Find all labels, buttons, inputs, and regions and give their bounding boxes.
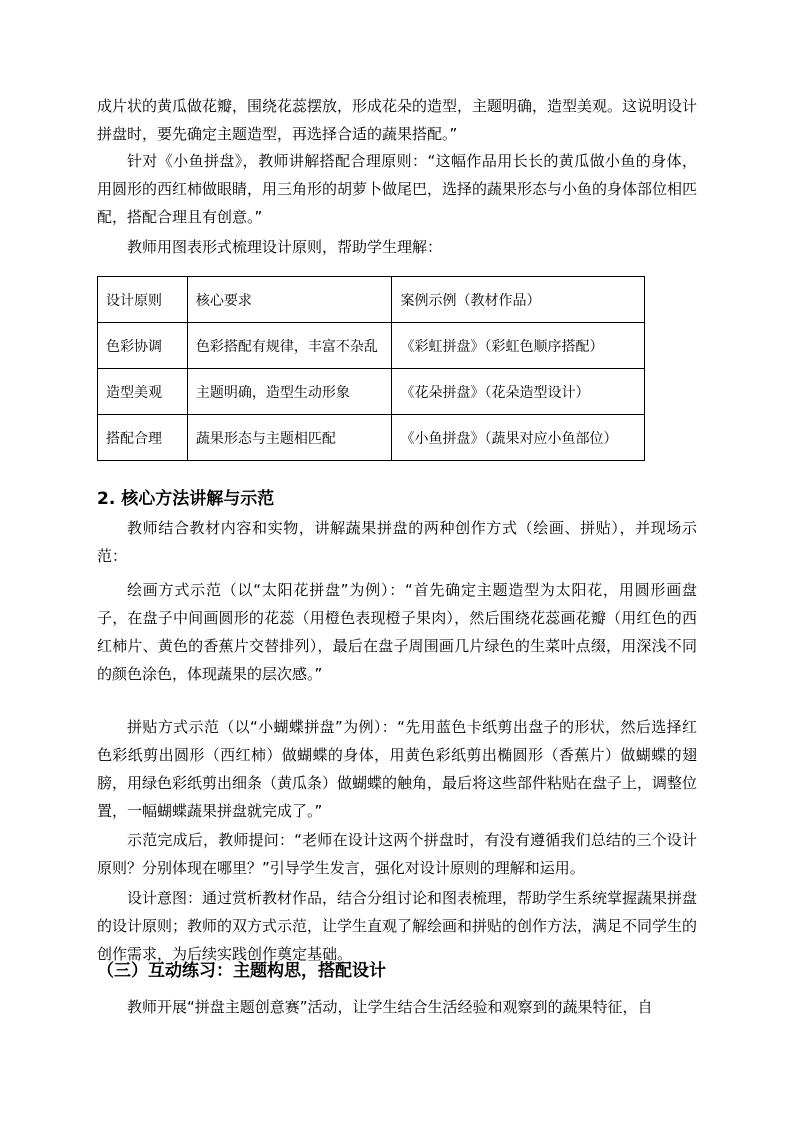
table-cell: 《花朵拼盘》（花朵造型设计） (392, 369, 645, 415)
section-2-heading: 2. 核心方法讲解与示范 (97, 489, 275, 509)
table-intro: 教师用图表形式梳理设计原则，帮助学生理解： (127, 238, 443, 256)
teacher-question-paragraph: 示范完成后，教师提问：“老师在设计这两个拼盘时，有没有遵循我们总结的三个设计原则？分别体现在哪里？”引导学生发言，强化对设计原则的理解和运用。 (97, 831, 697, 877)
table-cell: 《小鱼拼盘》（蔬果对应小鱼部位） (392, 415, 645, 461)
table-row (98, 323, 645, 369)
table-cell: 色彩协调 (98, 323, 188, 369)
section-3-intro: 教师开展“拼盘主题创意赛”活动，让学生结合生活经验和观察到的蔬果特征，自 (127, 998, 653, 1016)
section-2-intro: 教师结合教材内容和实物，讲解蔬果拼盘的两种创作方式（绘画、拼贴），并现场示范： (97, 519, 697, 565)
table-cell: 色彩搭配有规律，丰富不杂乱 (187, 323, 392, 369)
table-cell: 主题明确，造型生动形象 (187, 369, 392, 415)
fish-plate-paragraph: 针对《小鱼拼盘》，教师讲解搭配合理原则：“这幅作品用长长的黄瓜做小鱼的身体，用圆形的西红柿做眼睛，用三角形的胡萝卜做尾巴，选择的蔬果形态与小鱼的身体部位相匹配，搭配合理且有创意。” (97, 152, 698, 226)
table-cell: 造型美观 (98, 369, 188, 415)
table-row (98, 369, 645, 415)
table-header-cell: 核心要求 (187, 277, 392, 323)
section-3-heading: （三）互动练习：主题构思，搭配设计 (97, 961, 386, 981)
table-header-row (98, 277, 645, 323)
collage-demo-paragraph: 拼贴方式示范（以“小蝴蝶拼盘”为例）：“先用蓝色卡纸剪出盘子的形状，然后选择红色彩纸剪出圆形（西红柿）做蝴蝶的身体，用黄色彩纸剪出椭圆形（香蕉片）做蝴蝶的翅膀，用绿色彩纸剪出细条（黄瓜条）做蝴蝶的触角，最后将这些部件粘贴在盘子上，调整位置，一幅蝴蝶蔬果拼盘就完成了。” (97, 718, 698, 820)
table-row (98, 415, 645, 461)
table-header-cell: 案例示例（教材作品） (392, 277, 645, 323)
design-intent-paragraph: 设计意图：通过赏析教材作品，结合分组讨论和图表梳理，帮助学生系统掌握蔬果拼盘的设计原则；教师的双方式示范，让学生直观了解绘画和拼贴的创作方法，满足不同学生的创作需求，为后续实践创作奠定基础。 (97, 889, 698, 963)
table-cell: 搭配合理 (98, 415, 188, 461)
design-principles-table (97, 276, 645, 461)
table-cell: 蔬果形态与主题相匹配 (187, 415, 392, 461)
table-cell: 《彩虹拼盘》（彩虹色顺序搭配） (392, 323, 645, 369)
table-header-cell: 设计原则 (98, 277, 188, 323)
intro-paragraph-tail: 成片状的黄瓜做花瓣，围绕花蕊摆放，形成花朵的造型，主题明确，造型美观。这说明设计拼盘时，要先确定主题造型，再选择合适的蔬果搭配。” (97, 97, 698, 143)
drawing-demo-paragraph: 绘画方式示范（以“太阳花拼盘”为例）：“首先确定主题造型为太阳花，用圆形画盘子，在盘子中间画圆形的花蕊（用橙色表现橙子果肉），然后围绕花蕊画花瓣（用红色的西红柿片、黄色的香蕉片交替排列），最后在盘子周围画几片绿色的生菜叶点缀，用深浅不同的颜色涂色，体现蔬果的层次感。” (97, 581, 697, 683)
